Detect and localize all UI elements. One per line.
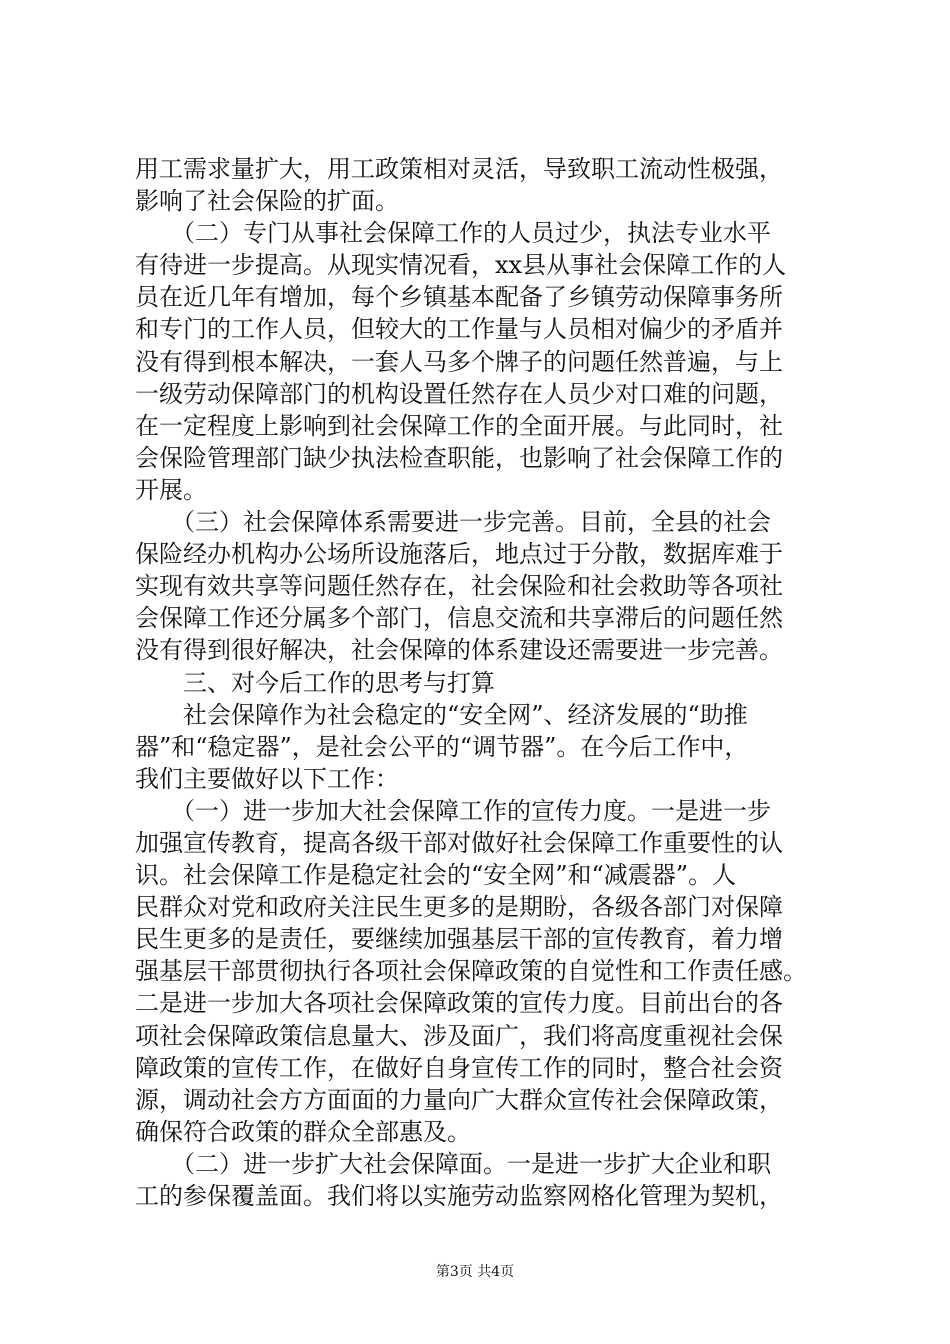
text-line: （三）社会保障体系需要进一步完善。目前，全县的社会: [135, 508, 771, 537]
text-line: 三、对今后工作的思考与打算: [135, 668, 495, 697]
text-line: 影响了社会保险的扩面。: [135, 187, 399, 216]
text-line: 社会保障作为社会稳定的“安全网”、经济发展的“助推: [135, 700, 748, 729]
text-line: 民生更多的是责任，要继续加强基层干部的宣传教育，着力增: [135, 925, 783, 954]
text-line: 工的参保覆盖面。我们将以实施劳动监察网格化管理为契机，: [135, 1182, 783, 1210]
page-footer: 第3页 共4页: [435, 1264, 515, 1280]
text-line: （一）进一步加大社会保障工作的宣传力度。一是进一步: [135, 796, 771, 825]
text-line: 和专门的工作人员，但较大的工作量与人员相对偏少的矛盾并: [135, 315, 783, 344]
text-line: 实现有效共享等问题任然存在，社会保险和社会救助等各项社: [135, 572, 783, 601]
document-body: [135, 153, 835, 1212]
text-line: 有待进一步提高。从现实情况看，xx县从事社会保障工作的人: [135, 251, 787, 280]
text-line: 民群众对党和政府关注民生更多的是期盼，各级各部门对保障: [135, 893, 783, 922]
text-line: 强基层干部贯彻执行各项社会保障政策的自觉性和工作责任感。: [135, 957, 807, 986]
text-line: 员在近几年有增加，每个乡镇基本配备了乡镇劳动保障事务所: [135, 283, 783, 312]
text-line: （二）专门从事社会保障工作的人员过少，执法专业水平: [135, 219, 771, 248]
text-line: 保险经办机构办公场所设施落后，地点过于分散，数据库难于: [135, 540, 783, 569]
text-line: 项社会保障政策信息量大、涉及面广，我们将高度重视社会保: [135, 1021, 783, 1050]
text-line: 加强宣传教育，提高各级干部对做好社会保障工作重要性的认: [135, 828, 783, 857]
text-line: 没有得到很好解决，社会保障的体系建设还需要进一步完善。: [135, 636, 783, 665]
text-line: 没有得到根本解决，一套人马多个牌子的问题任然普遍，与上: [135, 347, 783, 376]
text-line: 我们主要做好以下工作：: [135, 764, 399, 793]
text-line: 识。社会保障工作是稳定社会的“安全网”和“减震器”。人: [135, 861, 737, 890]
text-line: （二）进一步扩大社会保障面。一是进一步扩大企业和职: [135, 1149, 771, 1178]
text-line: 会保障工作还分属多个部门，信息交流和共享滞后的问题任然: [135, 604, 783, 633]
text-line: 开展。: [135, 475, 207, 504]
text-line: 二是进一步加大各项社会保障政策的宣传力度。目前出台的各: [135, 989, 783, 1018]
text-line: 源，调动社会方方面面的力量向广大群众宣传社会保障政策，: [135, 1085, 783, 1114]
text-line: 确保符合政策的群众全部惠及。: [135, 1117, 471, 1146]
text-line: 用工需求量扩大，用工政策相对灵活，导致职工流动性极强，: [135, 155, 783, 183]
text-line: 器”和“稳定器”，是社会公平的“调节器”。在今后工作中，: [135, 732, 749, 761]
text-line: 一级劳动保障部门的机构设置任然存在人员少对口难的问题，: [135, 379, 783, 408]
text-line: 会保险管理部门缺少执法检查职能，也影响了社会保障工作的: [135, 443, 783, 472]
text-line: 在一定程度上影响到社会保障工作的全面开展。与此同时，社: [135, 411, 783, 440]
text-line: 障政策的宣传工作，在做好自身宣传工作的同时，整合社会资: [135, 1053, 783, 1082]
